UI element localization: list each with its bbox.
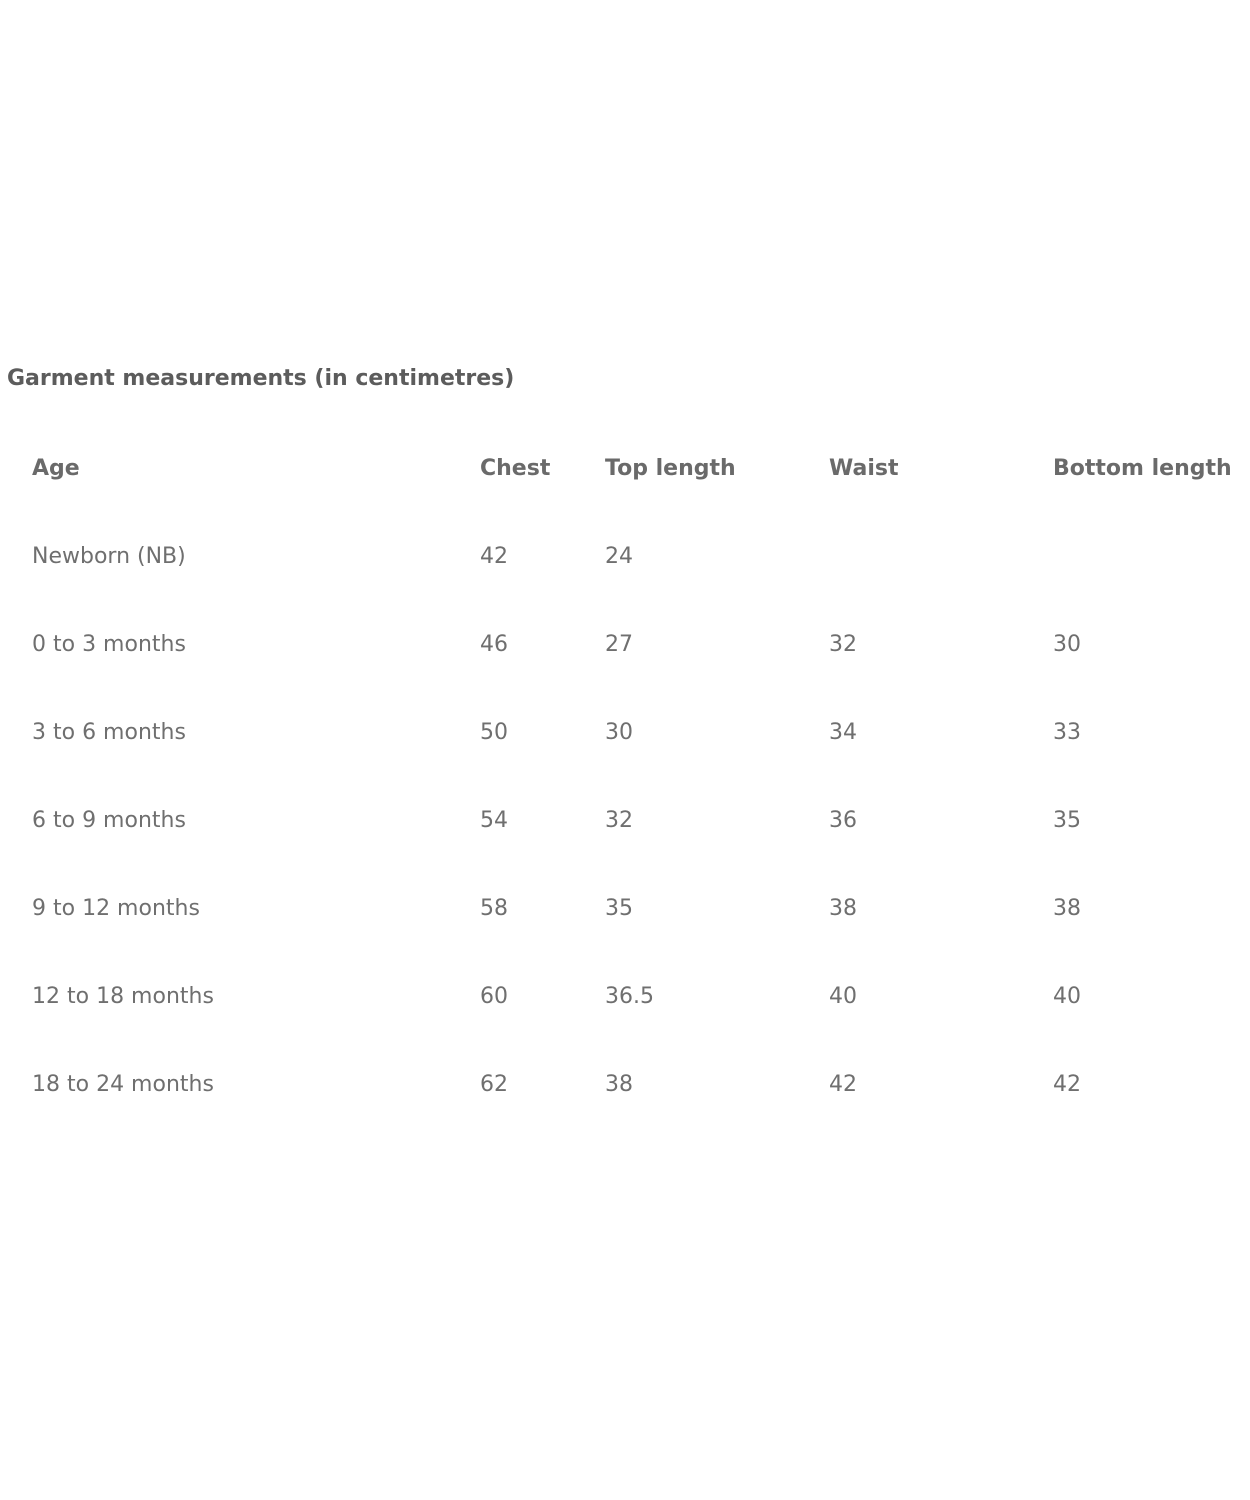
cell-waist: 38 (829, 896, 857, 921)
header-waist: Waist (829, 456, 899, 481)
cell-chest: 60 (480, 984, 508, 1009)
cell-age: 0 to 3 months (32, 632, 186, 657)
cell-chest: 46 (480, 632, 508, 657)
table-row (0, 1042, 1250, 1130)
cell-waist: 36 (829, 808, 857, 833)
header-chest: Chest (480, 456, 551, 481)
cell-age: 9 to 12 months (32, 896, 200, 921)
cell-top-length: 24 (605, 544, 633, 569)
cell-bottom-length: 33 (1053, 720, 1081, 745)
cell-chest: 50 (480, 720, 508, 745)
table-row (0, 778, 1250, 866)
table-row (0, 514, 1250, 602)
cell-bottom-length: 30 (1053, 632, 1081, 657)
cell-chest: 42 (480, 544, 508, 569)
cell-bottom-length: 40 (1053, 984, 1081, 1009)
cell-waist: 42 (829, 1072, 857, 1097)
cell-chest: 58 (480, 896, 508, 921)
cell-top-length: 36.5 (605, 984, 654, 1009)
table-header-row (0, 426, 1250, 514)
cell-age: 18 to 24 months (32, 1072, 214, 1097)
table-row (0, 690, 1250, 778)
cell-top-length: 27 (605, 632, 633, 657)
cell-age: 12 to 18 months (32, 984, 214, 1009)
cell-waist: 32 (829, 632, 857, 657)
cell-waist: 34 (829, 720, 857, 745)
cell-top-length: 38 (605, 1072, 633, 1097)
cell-bottom-length: 35 (1053, 808, 1081, 833)
cell-age: 6 to 9 months (32, 808, 186, 833)
cell-waist: 40 (829, 984, 857, 1009)
table-row (0, 954, 1250, 1042)
cell-top-length: 30 (605, 720, 633, 745)
header-bottom-length: Bottom length (1053, 456, 1232, 481)
table-row (0, 866, 1250, 954)
cell-chest: 62 (480, 1072, 508, 1097)
cell-bottom-length: 38 (1053, 896, 1081, 921)
header-top-length: Top length (605, 456, 736, 481)
measurements-table (0, 426, 1250, 1130)
page-title: Garment measurements (in centimetres) (7, 366, 515, 391)
cell-top-length: 35 (605, 896, 633, 921)
cell-bottom-length: 42 (1053, 1072, 1081, 1097)
cell-chest: 54 (480, 808, 508, 833)
cell-top-length: 32 (605, 808, 633, 833)
header-age: Age (32, 456, 80, 481)
cell-age: Newborn (NB) (32, 544, 186, 569)
cell-age: 3 to 6 months (32, 720, 186, 745)
table-row (0, 602, 1250, 690)
